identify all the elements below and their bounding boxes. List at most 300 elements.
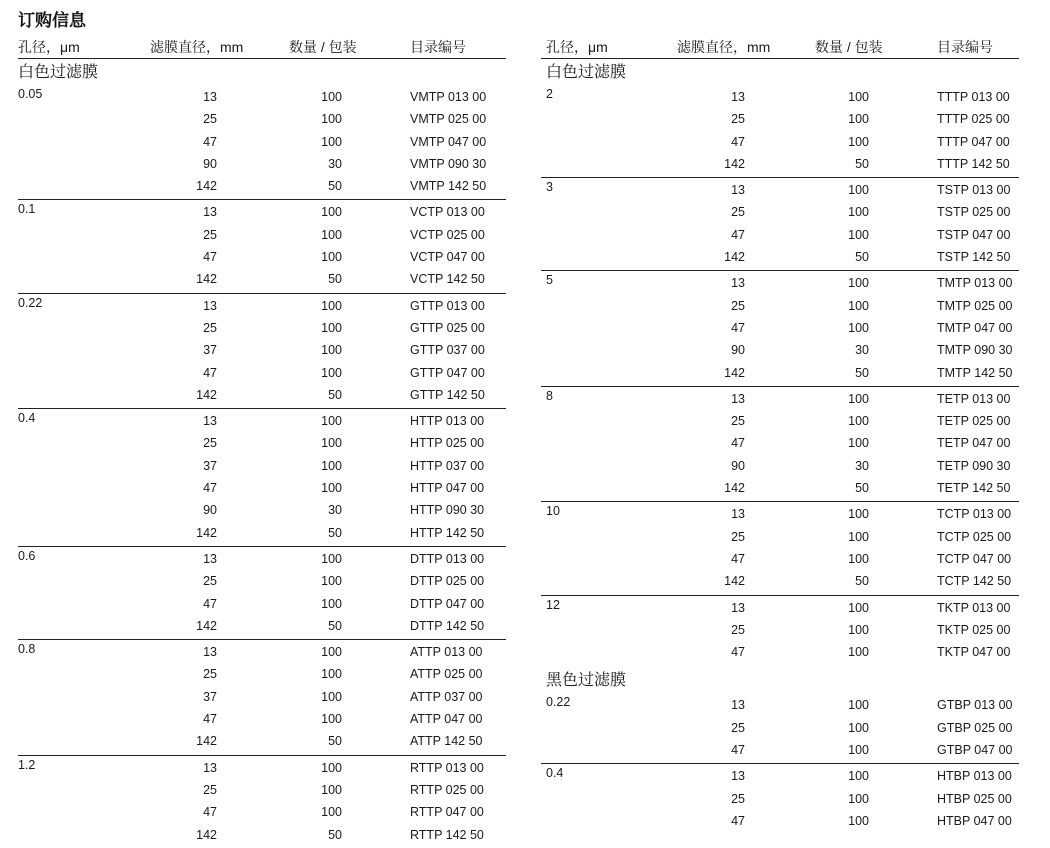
pore-size-group [541,85,1019,178]
quantity-cell: 100 [848,529,869,544]
quantity-cell: 100 [848,320,869,335]
quantity-cell: 100 [848,436,869,451]
table-row [541,548,1019,570]
diameter-cell: 142 [724,574,745,589]
quantity-cell: 50 [855,481,869,496]
diameter-cell: 142 [724,365,745,380]
diameter-cell: 25 [731,791,745,806]
diameter-cell: 13 [203,551,217,566]
quantity-cell: 100 [321,689,342,704]
diameter-cell: 13 [731,507,745,522]
catalog-number-cell: ATTP 047 00 [410,712,483,727]
catalog-number-cell: VMTP 142 50 [410,179,487,194]
table-row [18,224,506,246]
quantity-cell: 100 [848,298,869,313]
diameter-cell: 37 [203,689,217,704]
quantity-cell: 100 [321,250,342,265]
diameter-cell: 37 [203,343,217,358]
catalog-number-cell: HTTP 037 00 [410,458,485,473]
table-row [18,663,506,685]
catalog-number-cell: TETP 090 30 [937,458,1011,473]
table-row [541,717,1019,739]
pore-size-value: 0.22 [18,295,43,310]
header-pore-size: 孔径，μm [18,39,80,55]
quantity-cell: 100 [321,298,342,313]
quantity-cell: 100 [321,205,342,220]
quantity-cell: 100 [848,183,869,198]
table-row [541,108,1019,130]
quantity-cell: 100 [321,112,342,127]
table-row [18,615,506,637]
table-row [18,570,506,592]
quantity-cell: 100 [848,600,869,615]
diameter-cell: 25 [203,112,217,127]
section-groups [541,693,1019,834]
pore-size-value: 3 [546,180,553,195]
diameter-cell: 47 [203,481,217,496]
catalog-number-cell: DTTP 142 50 [410,618,485,633]
catalog-number-cell: HTTP 025 00 [410,436,485,451]
table-row [18,246,506,268]
quantity-cell: 50 [855,250,869,265]
quantity-cell: 30 [328,503,342,518]
header-diameter: 滤膜直径，mm [150,39,244,55]
catalog-number-cell: TSTP 142 50 [937,250,1011,265]
diameter-cell: 25 [731,298,745,313]
quantity-cell: 100 [321,458,342,473]
pore-size-group [541,502,1019,595]
catalog-number-cell: TETP 013 00 [937,391,1011,406]
quantity-cell: 100 [321,343,342,358]
table-row [18,824,506,846]
diameter-cell: 13 [731,600,745,615]
table-row [18,131,506,153]
diameter-cell: 47 [203,134,217,149]
quantity-cell: 30 [328,156,342,171]
diameter-cell: 47 [731,227,745,242]
diameter-cell: 13 [731,183,745,198]
quantity-cell: 100 [321,596,342,611]
diameter-cell: 25 [203,227,217,242]
quantity-cell: 100 [321,365,342,380]
catalog-number-cell: RTTP 025 00 [410,782,484,797]
catalog-number-cell: ATTP 037 00 [410,689,483,704]
table-row [541,362,1019,384]
diameter-cell: 25 [731,112,745,127]
table-row [541,86,1019,108]
left-table [18,33,506,848]
pore-size-group [18,294,506,409]
table-row [541,432,1019,454]
pore-size-value: 0.6 [18,548,36,563]
catalog-number-cell: ATTP 013 00 [410,645,483,660]
catalog-number-cell: TTTP 142 50 [937,156,1010,171]
table-row [541,295,1019,317]
pore-size-value: 0.4 [18,411,36,426]
header-quantity: 数量 / 包装 [815,39,883,55]
quantity-cell: 100 [848,791,869,806]
quantity-cell: 50 [855,365,869,380]
pore-size-value: 0.05 [18,87,43,101]
table-row [541,765,1019,787]
table-row [18,362,506,384]
catalog-number-cell: TTTP 013 00 [937,90,1010,104]
quantity-cell: 50 [855,156,869,171]
quantity-cell: 50 [328,827,342,842]
table-row [541,503,1019,525]
section-groups [541,85,1019,665]
pore-size-group [541,764,1019,834]
quantity-cell: 100 [848,769,869,784]
quantity-cell: 100 [848,205,869,220]
diameter-cell: 25 [203,320,217,335]
pore-size-group [18,200,506,293]
diameter-cell: 47 [731,645,745,660]
pore-size-group [541,178,1019,271]
table-row [18,339,506,361]
catalog-number-cell: VCTP 025 00 [410,227,485,242]
table-row [541,739,1019,761]
table-row [541,339,1019,361]
diameter-cell: 47 [203,805,217,820]
table-row [18,708,506,730]
table-row [541,224,1019,246]
catalog-number-cell: TSTP 025 00 [937,205,1011,220]
catalog-number-cell: VCTP 142 50 [410,272,485,287]
quantity-cell: 100 [321,712,342,727]
catalog-number-cell: TMTP 142 50 [937,365,1013,380]
catalog-number-cell: TMTP 013 00 [937,276,1013,291]
diameter-cell: 47 [203,250,217,265]
quantity-cell: 100 [321,574,342,589]
catalog-number-cell: HTTP 013 00 [410,414,485,429]
catalog-number-cell: VCTP 047 00 [410,250,485,265]
catalog-number-cell: ATTP 142 50 [410,734,483,749]
table-row [18,730,506,752]
table-row [541,410,1019,432]
catalog-number-cell: TCTP 025 00 [937,529,1012,544]
pore-size-value: 0.8 [18,642,36,657]
table-row [18,522,506,544]
catalog-number-cell: ATTP 025 00 [410,667,483,682]
diameter-cell: 13 [203,414,217,429]
section-heading: 黑色过滤膜 [546,672,627,690]
catalog-number-cell: VMTP 025 00 [410,112,487,127]
pore-size-value: 8 [546,388,553,403]
catalog-number-cell: TETP 047 00 [937,436,1011,451]
diameter-cell: 90 [731,458,745,473]
diameter-cell: 13 [731,698,745,713]
quantity-cell: 100 [321,782,342,797]
quantity-cell: 100 [848,90,869,104]
catalog-number-cell: TETP 025 00 [937,414,1011,429]
diameter-cell: 13 [731,391,745,406]
catalog-number-cell: TKTP 047 00 [937,645,1011,660]
catalog-number-cell: HTBP 013 00 [937,769,1012,784]
diameter-cell: 90 [203,156,217,171]
catalog-number-cell: TMTP 047 00 [937,320,1013,335]
header-quantity: 数量 / 包装 [289,39,357,55]
table-row [18,757,506,779]
catalog-number-cell: GTTP 025 00 [410,320,485,335]
pore-size-group [18,85,506,200]
section-groups [18,85,506,848]
quantity-cell: 100 [848,276,869,291]
table-row [18,801,506,823]
catalog-number-cell: TTTP 047 00 [937,134,1010,149]
pore-size-group [541,693,1019,764]
catalog-number-cell: TSTP 013 00 [937,183,1011,198]
quantity-cell: 100 [321,805,342,820]
quantity-cell: 100 [321,760,342,775]
quantity-cell: 100 [848,551,869,566]
section-heading: 白色过滤膜 [18,64,99,81]
diameter-cell: 47 [731,134,745,149]
catalog-number-cell: GTTP 142 50 [410,387,485,402]
quantity-cell: 100 [321,481,342,496]
diameter-cell: 25 [203,782,217,797]
catalog-number-cell: TCTP 013 00 [937,507,1012,522]
header-catalog-number: 目录编号 [410,39,466,55]
table-row [18,268,506,290]
catalog-number-cell: TKTP 025 00 [937,622,1011,637]
table-row [18,499,506,521]
quantity-cell: 100 [848,391,869,406]
quantity-cell: 100 [848,227,869,242]
table-row [18,548,506,570]
catalog-number-cell: GTTP 047 00 [410,365,485,380]
catalog-number-cell: TCTP 047 00 [937,551,1012,566]
diameter-cell: 47 [731,551,745,566]
table-row [541,477,1019,499]
pore-size-value: 0.1 [18,202,36,217]
section-heading: 白色过滤膜 [546,64,627,81]
pore-size-value: 2 [546,87,553,101]
catalog-number-cell: TTTP 025 00 [937,112,1010,127]
table-header [541,33,1019,59]
pore-size-value: 0.4 [546,766,564,781]
catalog-number-cell: RTTP 047 00 [410,805,484,820]
catalog-number-cell: GTTP 013 00 [410,298,485,313]
table-row [18,477,506,499]
diameter-cell: 25 [203,574,217,589]
quantity-cell: 100 [848,720,869,735]
quantity-cell: 100 [321,414,342,429]
diameter-cell: 47 [203,365,217,380]
quantity-cell: 50 [328,734,342,749]
table-row [541,317,1019,339]
table-row [18,86,506,108]
catalog-number-cell: TKTP 013 00 [937,600,1011,615]
table-row [18,455,506,477]
table-row [541,570,1019,592]
table-row [18,779,506,801]
diameter-cell: 25 [731,529,745,544]
pore-size-value: 5 [546,273,553,288]
catalog-number-cell: HTTP 142 50 [410,525,485,540]
diameter-cell: 142 [196,179,217,194]
diameter-cell: 47 [731,436,745,451]
diameter-cell: 142 [196,827,217,842]
diameter-cell: 13 [203,760,217,775]
pore-size-value: 0.22 [546,695,571,710]
catalog-number-cell: VMTP 047 00 [410,134,487,149]
quantity-cell: 30 [855,458,869,473]
table-row [541,272,1019,294]
diameter-cell: 13 [203,90,217,104]
quantity-cell: 100 [321,436,342,451]
table-row [541,526,1019,548]
diameter-cell: 13 [731,90,745,104]
table-row [18,317,506,339]
table-row [18,593,506,615]
diameter-cell: 25 [203,436,217,451]
pore-size-group [18,640,506,755]
catalog-number-cell: RTTP 013 00 [410,760,484,775]
quantity-cell: 100 [848,813,869,828]
table-row [541,455,1019,477]
table-row [541,810,1019,832]
quantity-cell: 100 [848,112,869,127]
pore-size-group [18,756,506,848]
header-pore-size: 孔径，μm [546,39,608,55]
table-row [541,694,1019,716]
table-row [541,388,1019,410]
diameter-cell: 142 [196,618,217,633]
diameter-cell: 142 [196,387,217,402]
table-header [18,33,506,59]
diameter-cell: 25 [203,667,217,682]
quantity-cell: 100 [321,320,342,335]
quantity-cell: 100 [848,414,869,429]
catalog-number-cell: VMTP 090 30 [410,156,487,171]
quantity-cell: 50 [328,387,342,402]
diameter-cell: 13 [203,205,217,220]
diameter-cell: 13 [203,645,217,660]
pore-size-value: 12 [546,597,560,612]
diameter-cell: 25 [731,414,745,429]
diameter-cell: 25 [731,205,745,220]
table-row [18,410,506,432]
table-row [541,201,1019,223]
table-row [18,686,506,708]
table-row [541,246,1019,268]
catalog-number-cell: TCTP 142 50 [937,574,1012,589]
catalog-number-cell: GTBP 013 00 [937,698,1013,713]
table-row [18,108,506,130]
table-row [541,641,1019,663]
pore-size-group [18,547,506,640]
catalog-number-cell: DTTP 013 00 [410,551,485,566]
right-table [541,33,1019,834]
page-title: 订购信息 [18,11,86,30]
diameter-cell: 47 [203,712,217,727]
catalog-number-cell: GTBP 047 00 [937,743,1013,758]
table-row [541,131,1019,153]
quantity-cell: 100 [848,134,869,149]
table-row [541,153,1019,175]
diameter-cell: 47 [731,320,745,335]
table-row [18,175,506,197]
diameter-cell: 13 [731,276,745,291]
diameter-cell: 142 [724,481,745,496]
quantity-cell: 100 [848,743,869,758]
diameter-cell: 25 [731,720,745,735]
diameter-cell: 47 [731,813,745,828]
pore-size-group [541,596,1019,666]
diameter-cell: 13 [203,298,217,313]
quantity-cell: 50 [328,618,342,633]
table-row [18,201,506,223]
catalog-number-cell: GTTP 037 00 [410,343,485,358]
catalog-number-cell: HTTP 047 00 [410,481,485,496]
table-row [18,295,506,317]
catalog-number-cell: TMTP 025 00 [937,298,1013,313]
quantity-cell: 100 [848,622,869,637]
quantity-cell: 100 [848,507,869,522]
catalog-number-cell: TETP 142 50 [937,481,1011,496]
diameter-cell: 13 [731,769,745,784]
header-diameter: 滤膜直径，mm [677,39,771,55]
quantity-cell: 100 [321,134,342,149]
diameter-cell: 47 [731,743,745,758]
pore-size-group [541,271,1019,386]
quantity-cell: 100 [321,90,342,104]
catalog-number-cell: DTTP 025 00 [410,574,485,589]
quantity-cell: 100 [321,551,342,566]
table-body [18,59,506,848]
header-catalog-number: 目录编号 [937,39,993,55]
quantity-cell: 100 [321,645,342,660]
catalog-number-cell: HTTP 090 30 [410,503,485,518]
catalog-number-cell: DTTP 047 00 [410,596,485,611]
table-row [541,619,1019,641]
table-row [18,384,506,406]
quantity-cell: 50 [328,272,342,287]
quantity-cell: 50 [328,525,342,540]
catalog-number-cell: HTBP 025 00 [937,791,1012,806]
quantity-cell: 50 [328,179,342,194]
diameter-cell: 142 [196,272,217,287]
table-row [18,432,506,454]
diameter-cell: 142 [724,156,745,171]
catalog-number-cell: GTBP 025 00 [937,720,1013,735]
diameter-cell: 37 [203,458,217,473]
diameter-cell: 142 [196,734,217,749]
pore-size-group [541,387,1019,502]
diameter-cell: 25 [731,622,745,637]
quantity-cell: 50 [855,574,869,589]
quantity-cell: 100 [321,227,342,242]
catalog-number-cell: VCTP 013 00 [410,205,485,220]
diameter-cell: 90 [203,503,217,518]
quantity-cell: 30 [855,343,869,358]
pore-size-value: 1.2 [18,757,36,772]
table-row [18,153,506,175]
catalog-number-cell: RTTP 142 50 [410,827,484,842]
quantity-cell: 100 [848,698,869,713]
table-body [541,59,1019,834]
diameter-cell: 142 [196,525,217,540]
diameter-cell: 90 [731,343,745,358]
pore-size-value: 10 [546,504,560,519]
table-row [18,641,506,663]
diameter-cell: 142 [724,250,745,265]
table-row [541,179,1019,201]
catalog-number-cell: TMTP 090 30 [937,343,1013,358]
quantity-cell: 100 [321,667,342,682]
catalog-number-cell: TSTP 047 00 [937,227,1011,242]
